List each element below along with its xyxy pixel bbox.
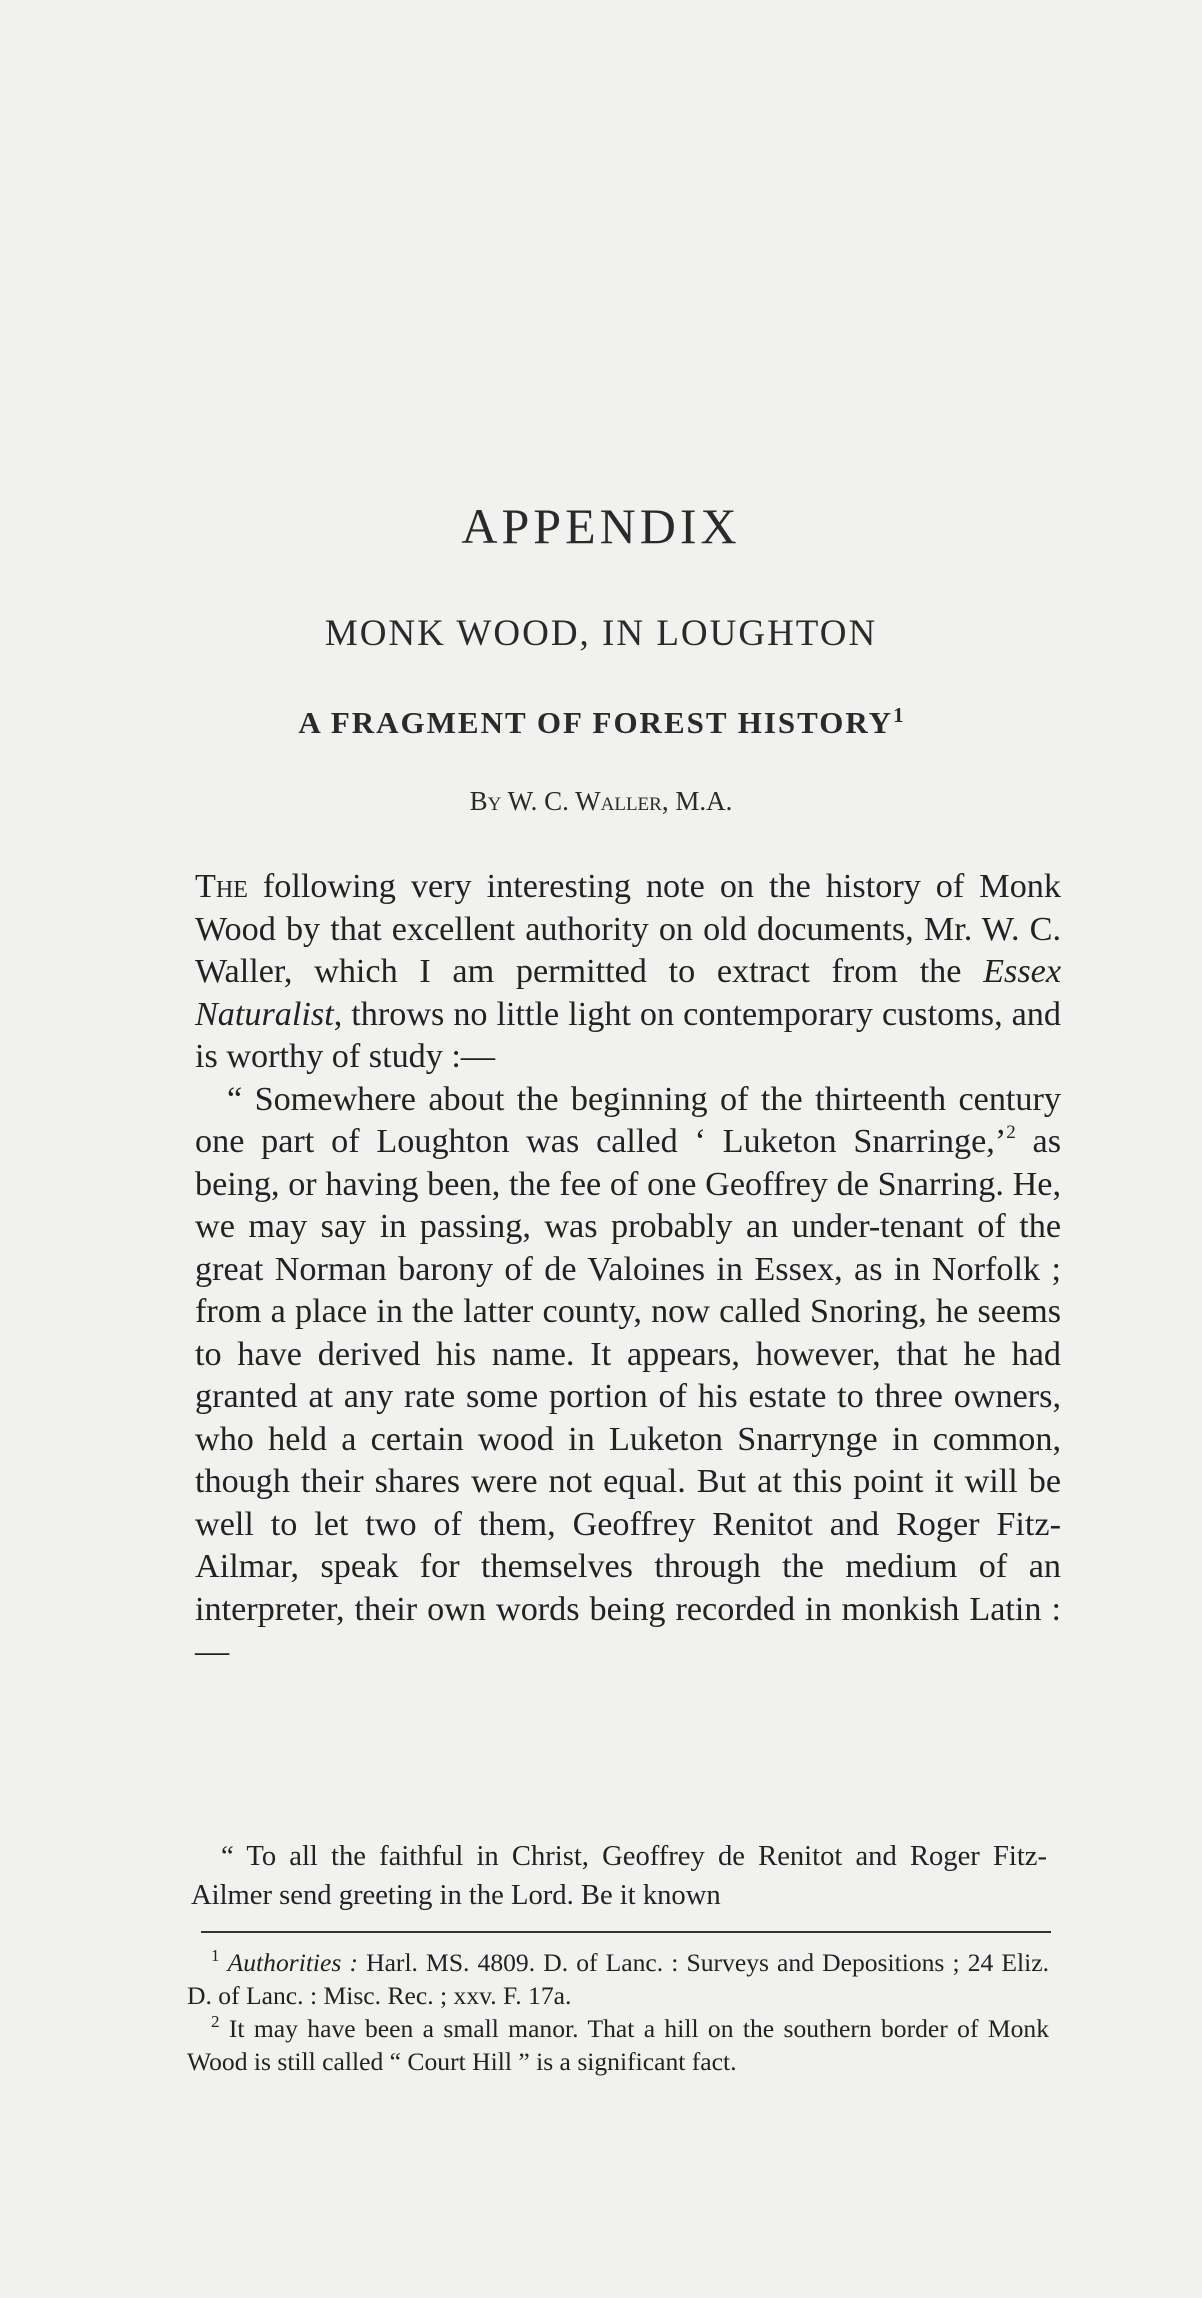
subsubtitle-text: A FRAGMENT OF FOREST HISTORY [298, 705, 894, 740]
footnote-1 [187, 1946, 1049, 2012]
chapter-subsubtitle [0, 703, 1202, 741]
footnote-2-mark: 2 [211, 2012, 220, 2031]
paragraph-1-text-a: following very interesting note on the history of Monk Wood by that excellent authority on old documents, Mr. W. C. Waller, which I am permitted to extract from the [195, 868, 1061, 990]
footnote-1-label: Authorities : [227, 1948, 358, 1977]
paragraph-1-text-b: , throws no little light on contemporary customs, and is worthy of study :— [195, 995, 1061, 1075]
quoted-charter [191, 1837, 1047, 1915]
footnote-2-text: It may have been a small manor. That a hill on the southern border of Monk Wood is still called “ Court Hill ” is a significant fact. [187, 2014, 1049, 2076]
chapter-subtitle: MONK WOOD, IN LOUGHTON [324, 613, 878, 654]
paragraph-1 [195, 866, 1061, 1079]
paragraph-2-text-a: “ Somewhere about the beginning of the thirteenth century one part of Loughton was called ‘ Luketon Snarringe,’ [195, 1080, 1061, 1160]
footnote-1-text: Harl. MS. 4809. D. of Lanc. : Surveys and Depositions ; 24 Eliz. D. of Lanc. : Misc. Rec. ; xxv. F. 17a. [187, 1948, 1049, 2010]
author-name: By W. C. Waller, M.A. [469, 786, 733, 816]
author-line [0, 786, 1202, 817]
paragraph-2-text-b: as being, or having been, the fee of one Geoffrey de Snarring. He, we may say in passing, was probably an under-tenant of the great Norman barony of de Valoines in Essex, as in Norfolk ; from a place in the latter county, now called Snoring, he seems to have derived his name. It appears, however, that he had granted at any rate some portion of his estate to three owners, who held a certain wood in Luketon Snarrynge in common, though their shares were not equal. But at this point it will be well to let two of them, Geoffrey Renitot and Roger Fitz-Ailmar, speak for themselves through the medium of an interpreter, their own words being recorded in monkish Latin :— [195, 1123, 1062, 1670]
paragraph-2 [195, 1079, 1061, 1674]
body-text [195, 866, 1061, 1674]
footnote-ref-1: 1 [893, 703, 904, 727]
footnote-ref-2: 2 [1006, 1122, 1016, 1143]
footnote-2 [187, 2012, 1049, 2078]
quote-text: “ To all the faithful in Christ, Geoffrey de Renitot and Roger Fitz-Ailmer send greeting in the Lord. Be it known [191, 1841, 1047, 1911]
footnotes [187, 1946, 1049, 2078]
footnote-divider [201, 1931, 1051, 1933]
page-title: APPENDIX [461, 498, 741, 554]
journal-title: Essex Naturalist [195, 953, 1061, 1033]
footnote-1-mark: 1 [211, 1946, 220, 1965]
paragraph-lead-word: The [195, 868, 248, 905]
